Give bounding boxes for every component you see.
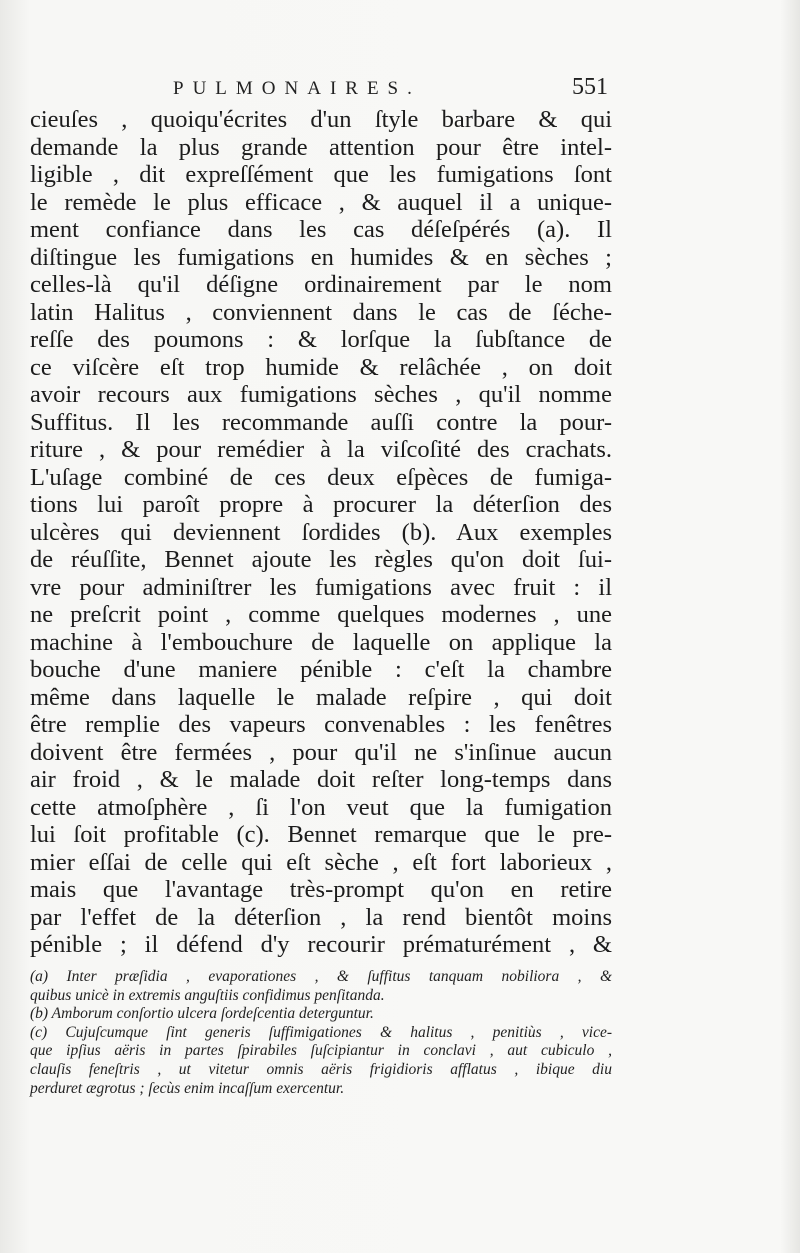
text-line: L'uſage combiné de ces deux eſpèces de fumiga- — [30, 463, 612, 491]
text-line: air froid , & le malade doit reſter long-temps dans — [30, 766, 612, 793]
text-line: tions lui paroît propre à procurer la déterſion des — [30, 491, 612, 518]
text-line: celles-là qu'il déſigne ordinairement par le nom — [30, 271, 612, 298]
text-line: être remplie des vapeurs convenables : les fenêtres — [30, 711, 612, 738]
text-line: doivent être fermées , pour qu'il ne s'inſinue aucun — [30, 738, 612, 766]
footnote-line: clauſis feneſtris , ut vitetur omnis aëris frigidioris afflatus , ibique diu — [30, 1060, 612, 1078]
footnote-line: (a) Inter præſidia , evaporationes , & ſuffitus tanquam nobiliora , & — [30, 968, 612, 985]
text-line: de réuſſite, Bennet ajoute les règles qu'on doit ſui- — [30, 546, 612, 573]
text-line: même dans laquelle le malade reſpire , qui doit — [30, 683, 612, 711]
footnotes — [30, 968, 612, 1098]
text-line: riture , & pour remédier à la viſcoſité des crachats. — [30, 436, 612, 463]
text-line: pénible ; il défend d'y recourir prématurément , & — [30, 931, 612, 958]
footnote-line: quibus unicè in extremis anguſtiis confidimus penſitanda. — [30, 986, 385, 1004]
body-text — [30, 106, 612, 959]
text-line: le remède le plus efficace , & auquel il a unique- — [30, 188, 612, 216]
page-header — [30, 72, 610, 102]
text-line: reſſe des poumons : & lorſque la ſubſtance de — [30, 326, 612, 353]
text-line: bouche d'une maniere pénible : c'eſt la chambre — [30, 656, 612, 683]
footnote-line: perduret ægrotus ; ſecùs enim incaſſum exercentur. — [30, 1079, 345, 1097]
text-line: par l'effet de la déterſion , la rend bientôt moins — [30, 903, 612, 931]
text-line: avoir recours aux fumigations sèches , qu'il nomme — [30, 381, 612, 408]
text-line: demande la plus grande attention pour être intel- — [30, 133, 612, 161]
text-line: latin Halitus , conviennent dans le cas de ſéche- — [30, 298, 612, 326]
text-line: cette atmoſphère , ſi l'on veut que la fumigation — [30, 793, 612, 821]
text-line: lui ſoit profitable (c). Bennet remarque que le pre- — [30, 821, 612, 848]
text-line: machine à l'embouchure de laquelle on applique la — [30, 628, 612, 656]
text-line: ment confiance dans les cas déſeſpérés (a). Il — [30, 216, 612, 243]
footnote-line: (c) Cujuſcumque ſint generis ſuffimigationes & halitus , penitiùs , vice- — [30, 1023, 612, 1041]
text-line: mier eſſai de celle qui eſt sèche , eſt fort laborieux , — [30, 848, 612, 876]
text-line: vre pour adminiſtrer les fumigations avec fruit : il — [30, 573, 612, 601]
text-line: mais que l'avantage très-prompt qu'on en retire — [30, 876, 612, 903]
text-line: ne preſcrit point , comme quelques modernes , une — [30, 601, 612, 628]
text-line: Suffitus. Il les recommande auſſi contre la pour- — [30, 408, 612, 436]
text-line: cieuſes , quoiqu'écrites d'un ſtyle barbare & qui — [30, 106, 612, 133]
text-line: ulcères qui deviennent ſordides (b). Aux exemples — [30, 518, 612, 546]
text-line: diſtingue les fumigations en humides & en sèches ; — [30, 243, 612, 271]
footnote-line: (b) Amborum conſortio ulcera ſordeſcentia deterguntur. — [30, 1005, 374, 1023]
text-line: ce viſcère eſt trop humide & relâchée , on doit — [30, 353, 612, 381]
text-line: ligible , dit expreſſément que les fumigations ſont — [30, 161, 612, 188]
page-number: 551 — [572, 74, 608, 100]
footnote-line: que ipſius aëris in partes ſpirabiles ſuſcipiantur in conclavi , aut cubiculo , — [30, 1042, 612, 1060]
running-head: PULMONAIRES. — [173, 78, 421, 99]
